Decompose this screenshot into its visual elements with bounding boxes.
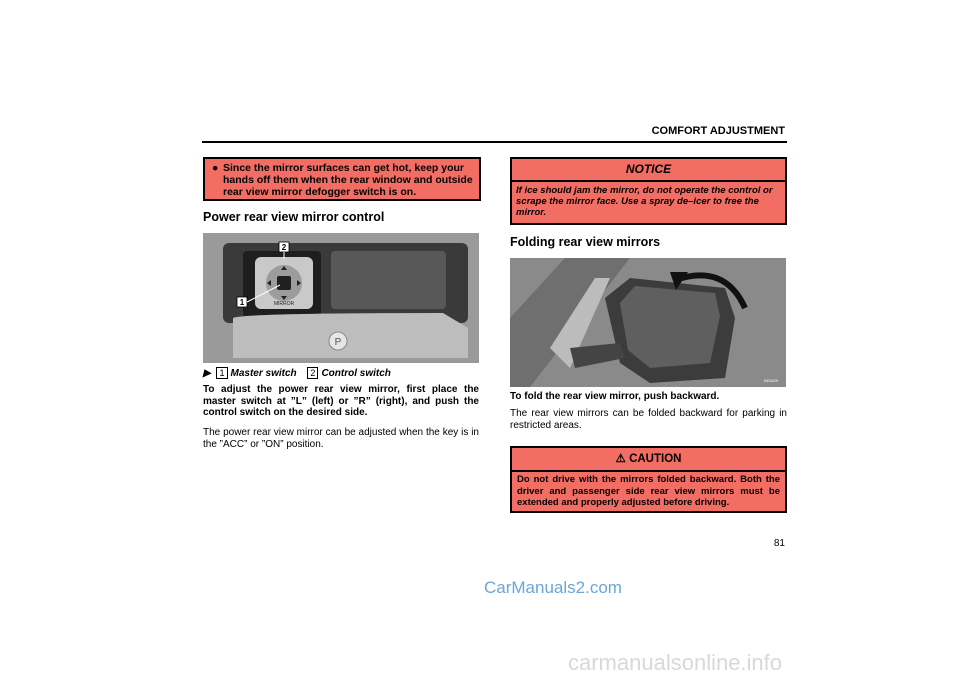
caption-marker-2: 2 (307, 367, 318, 379)
notice-text: If ice should jam the mirror, do not operate the control or scrape the mirror face. Use a spray de–icer to free the mirror. (510, 180, 787, 225)
mirror-switch-illustration (203, 233, 479, 363)
figure-label-1: 1 (239, 298, 245, 307)
bullet-icon: ● (212, 162, 219, 174)
page-number: 81 (773, 538, 785, 549)
notice-header: NOTICE (510, 157, 787, 180)
warning-triangle-icon: ⚠ (615, 453, 626, 465)
caption-master: Master switch (230, 368, 297, 379)
caution-header (510, 446, 787, 470)
caption-marker-1: 1 (216, 367, 227, 379)
arrow-right-icon: ▶ (203, 368, 211, 379)
power-mirror-heading: Power rear view mirror control (203, 210, 385, 224)
knob-label: MIRROR (273, 301, 295, 307)
caution-text: Do not drive with the mirrors folded backward. Both the driver and passenger side rear view mirrors must be extended and properly adjusted before driving. (510, 470, 787, 513)
watermark: CarManuals2.com (484, 578, 622, 597)
footer-watermark: carmanualsonline.info (568, 650, 783, 675)
fold-purpose: The rear view mirrors can be folded backward for parking in restricted areas. (510, 408, 787, 431)
caution-title: CAUTION (629, 453, 682, 465)
figure-code: 1N3U09 (763, 378, 778, 383)
warning-text: Since the mirror surfaces can get hot, keep your hands off them when the rear window and outside rear view mirror defogger switch is on. (223, 162, 473, 198)
svg-text:P: P (334, 337, 342, 348)
section-title: COMFORT ADJUSTMENT (651, 125, 785, 137)
folding-mirror-figure (510, 258, 786, 387)
mirror-switch-figure (203, 233, 479, 363)
hot-surface-warning (203, 157, 481, 201)
master-switch-instruction: To adjust the power rear view mirror, first place the master switch at ”L” (left) or ”R” (right), and push the control switch on the desired side. (203, 384, 479, 418)
key-position-note: The power rear view mirror can be adjusted when the key is in the ”ACC” or ”ON” position. (203, 427, 479, 450)
figure-caption (203, 367, 391, 379)
folding-mirror-illustration (510, 258, 786, 387)
caption-control: Control switch (321, 368, 391, 379)
folding-mirrors-heading: Folding rear view mirrors (510, 235, 661, 249)
figure-label-2: 2 (281, 243, 287, 252)
header-rule (202, 141, 787, 143)
fold-instruction: To fold the rear view mirror, push backward. (510, 391, 720, 402)
